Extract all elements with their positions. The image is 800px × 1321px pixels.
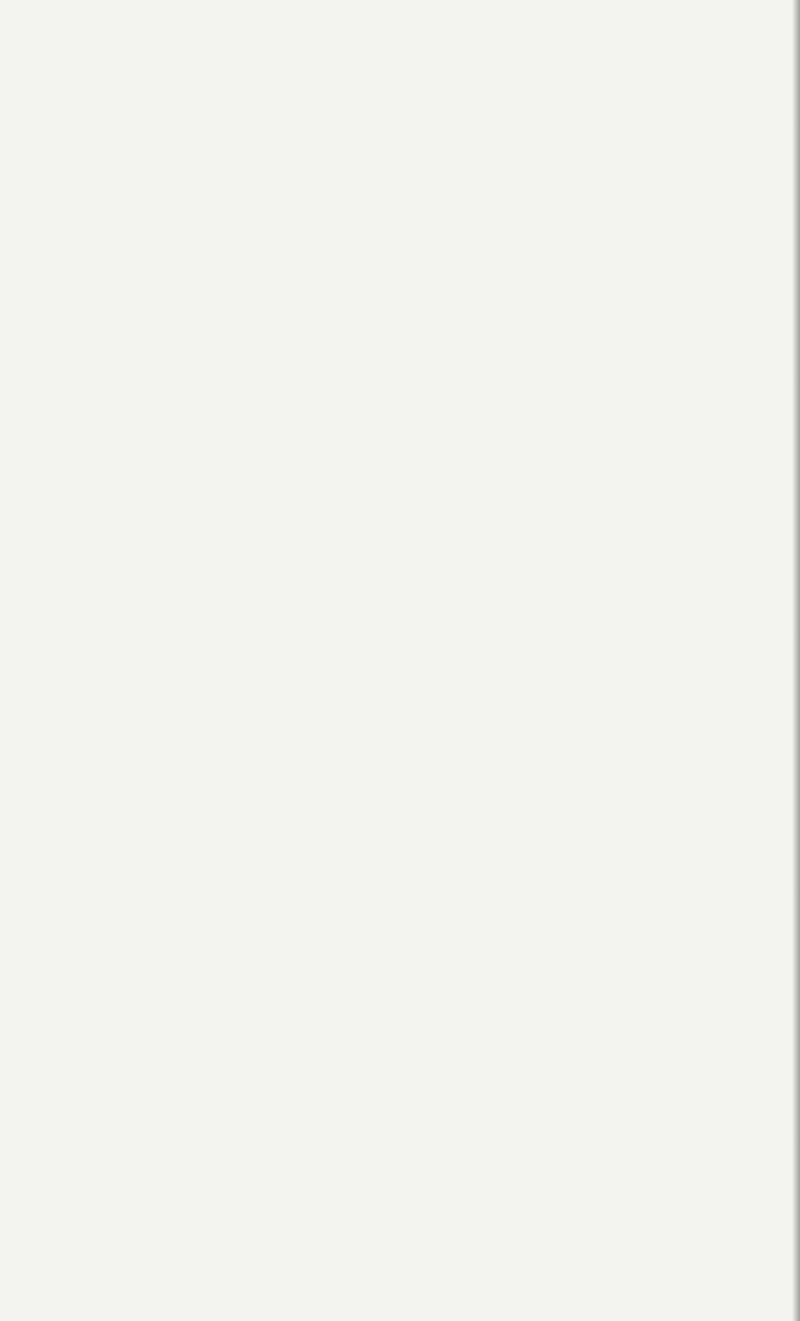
- page-edge-shadow: [792, 0, 800, 1321]
